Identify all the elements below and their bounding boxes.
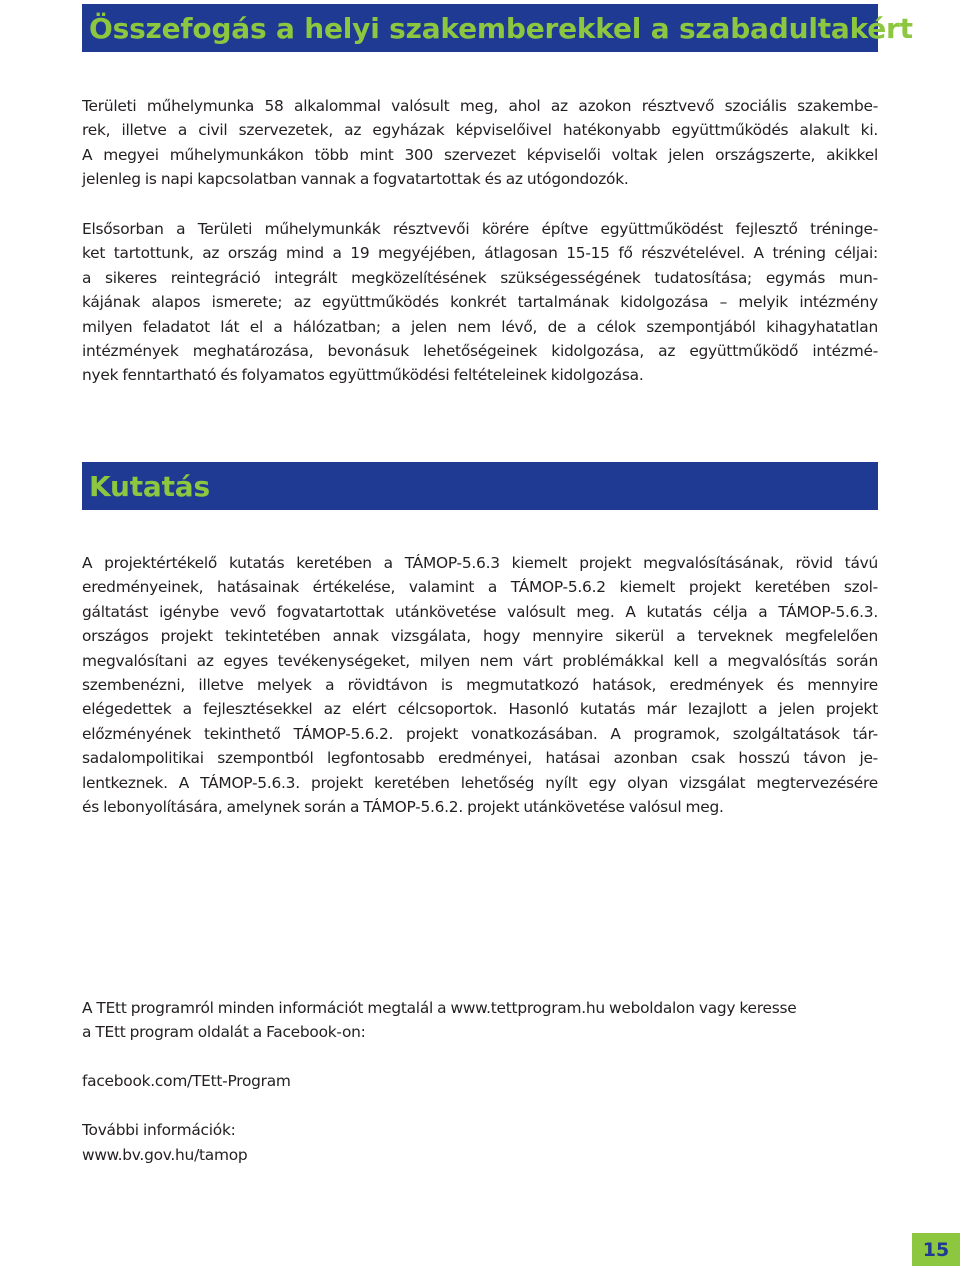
paragraph-research xyxy=(82,551,878,819)
text-line: A TEtt programról minden információt megtalál a www.tettprogram.hu weboldalon vagy keresse xyxy=(82,999,797,1017)
paragraph-workshops xyxy=(82,94,878,192)
text-line: megvalósítani az egyes tevékenységeket, milyen nem várt problémákkal kell a megvalósítás során xyxy=(82,651,878,670)
text-line: országos projekt tekintetében annak vizsgálata, hogy mennyire sikerül a terveknek megfelelően xyxy=(82,627,878,646)
text-line: milyen feladatot lát el a hálózatban; a jelen nem lévő, de a célok szempontjából kihagyhatatlan xyxy=(82,317,878,336)
text-line: előzményének tekinthető TÁMOP-5.6.2. projekt vonatkozásában. A programok, szolgáltatások tár- xyxy=(82,724,878,743)
section-title: Kutatás xyxy=(89,469,210,503)
paragraph-trainings xyxy=(82,217,878,388)
text-line: Területi műhelymunka 58 alkalommal valósult meg, ahol az azokon résztvevő szociális szakembe- xyxy=(82,97,878,115)
section-heading-bar xyxy=(82,4,913,52)
page-number: 15 xyxy=(922,1238,950,1261)
facebook-url[interactable]: facebook.com/TEtt-Program xyxy=(82,1072,291,1090)
text-line: elégedettek a fejlesztésekkel az elért célcsoportok. Hasonló kutatás már lezajlott a jelen projekt xyxy=(82,700,878,719)
text-line: nyek fenntartható és folyamatos együttműködési feltételeinek kidolgozása. xyxy=(82,366,644,385)
text-line: eredményeinek, hatásainak értékelése, valamint a TÁMOP-5.6.2 kiemelt projekt keretében szol- xyxy=(82,578,878,597)
page-number-tab xyxy=(912,1233,960,1266)
text-line: szembenézni, illetve melyek a rövidtávon is megmutatkozó hatások, eredmények és mennyire xyxy=(82,676,878,695)
more-info-url[interactable]: www.bv.gov.hu/tamop xyxy=(82,1146,248,1164)
text-line: A megyei műhelymunkákon több mint 300 szervezet képviselői voltak jelen országszerte, akikkel xyxy=(82,145,878,164)
text-line: Elsősorban a Területi műhelymunkák résztvevői körére építve együttműködést fejlesztő tréninge- xyxy=(82,220,878,238)
text-line: A projektértékelő kutatás keretében a TÁMOP-5.6.3 kiemelt projekt megvalósításának, rövid távú xyxy=(82,554,878,572)
section-title: Összefogás a helyi szakemberekkel a szabadultakért xyxy=(89,11,913,45)
text-line: és lebonyolítására, amelynek során a TÁMOP-5.6.2. projekt utánkövetése valósul meg. xyxy=(82,798,724,817)
text-line: ket tartottunk, az ország mind a 19 megyéjében, átlagosan 15-15 fő részvételével. A tréning céljai: xyxy=(82,244,878,263)
text-line: kájának alapos ismerete; az együttműködés konkrét tartalmának kidolgozása – melyik intézmény xyxy=(82,293,878,312)
text-line: jelenleg is napi kapcsolatban vannak a fogvatartottak és az utógondozók. xyxy=(82,170,629,189)
text-line: További információk: xyxy=(82,1121,236,1139)
section-heading-bar xyxy=(82,462,878,510)
text-line: lentkeznek. A TÁMOP-5.6.3. projekt keretében lehetőség nyílt egy olyan vizsgálat megtervezésére xyxy=(82,773,878,792)
more-info-label xyxy=(82,1118,878,1142)
footer-info xyxy=(82,996,878,1045)
text-line: a sikeres reintegráció integrált megközelítésének szükségességének tudatosítása; egymás mun- xyxy=(82,268,878,287)
text-line: intézmények meghatározása, bevonásuk lehetőségeinek kidolgozása, az együttműködő intézmé- xyxy=(82,342,878,361)
text-line: gáltatást igénybe vevő fogvatartottak utánkövetése valósult meg. A kutatás célja a TÁMOP-5.6.3. xyxy=(82,602,878,621)
text-line: sadalompolitikai szempontból legfontosabb eredményei, hatásai azonban csak hosszú távon je- xyxy=(82,749,878,768)
text-line: a TEtt program oldalát a Facebook-on: xyxy=(82,1023,366,1042)
more-info-link[interactable] xyxy=(82,1143,878,1167)
text-line: rek, illetve a civil szervezetek, az egyházak képviselőivel hatékonyabb együttműködés alakult ki. xyxy=(82,121,878,140)
facebook-link[interactable] xyxy=(82,1069,878,1093)
